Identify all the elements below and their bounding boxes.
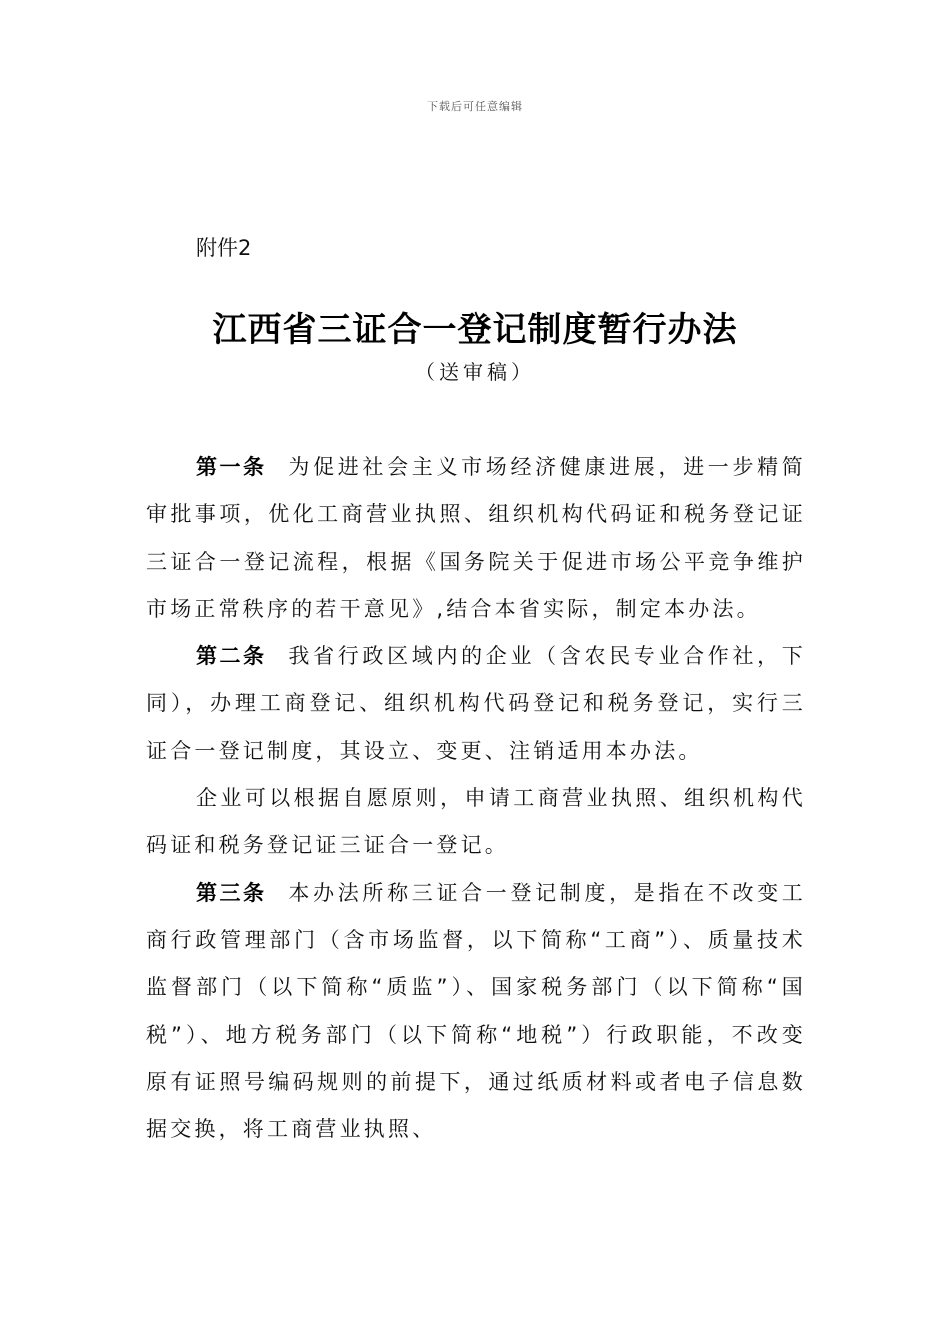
document-title: 江西省三证合一登记制度暂行办法 <box>212 310 738 350</box>
paragraph-article-1 <box>146 444 806 633</box>
attachment-label: 附件2 <box>196 236 252 260</box>
paragraph-text: 我省行政区域内的企业（含农民专业合作社，下同），办理工商登记、组织机构代码登记和税务登记，实行三证合一登记制度，其设立、变更、注销适用本办法。 <box>146 644 807 763</box>
document-subtitle: （送审稿） <box>415 360 535 384</box>
paragraph-text: 企业可以根据自愿原则，申请工商营业执照、组织机构代码证和税务登记证三证合一登记。 <box>146 786 806 858</box>
article-number: 第二条 <box>196 644 267 669</box>
header-note: 下载后可任意编辑 <box>427 100 523 113</box>
paragraph-text: 为促进社会主义市场经济健康进展，进一步精简审批事项，优化工商营业执照、组织机构代码证和税务登记证三证合一登记流程，根据《国务院关于促进市场公平竞争维护市场正常秩序的若干意见》,结合本省实际，制定本办法。 <box>146 455 807 621</box>
document-body <box>146 444 806 1153</box>
article-number: 第三条 <box>196 880 267 905</box>
paragraph-article-3 <box>146 870 806 1154</box>
paragraph-text: 本办法所称三证合一登记制度，是指在不改变工商行政管理部门（含市场监督，以下简称“工商”）、质量技术监督部门（以下简称“质监”）、国家税务部门（以下简称“国税”）、地方税务部门（以下简称“地税”）行政职能，不改变原有证照号编码规则的前提下，通过纸质材料或者电子信息数据交换，将工商营业执照、 <box>146 880 807 1142</box>
paragraph-article-2-continued <box>146 775 806 870</box>
paragraph-article-2 <box>146 633 806 775</box>
article-number: 第一条 <box>196 455 267 479</box>
